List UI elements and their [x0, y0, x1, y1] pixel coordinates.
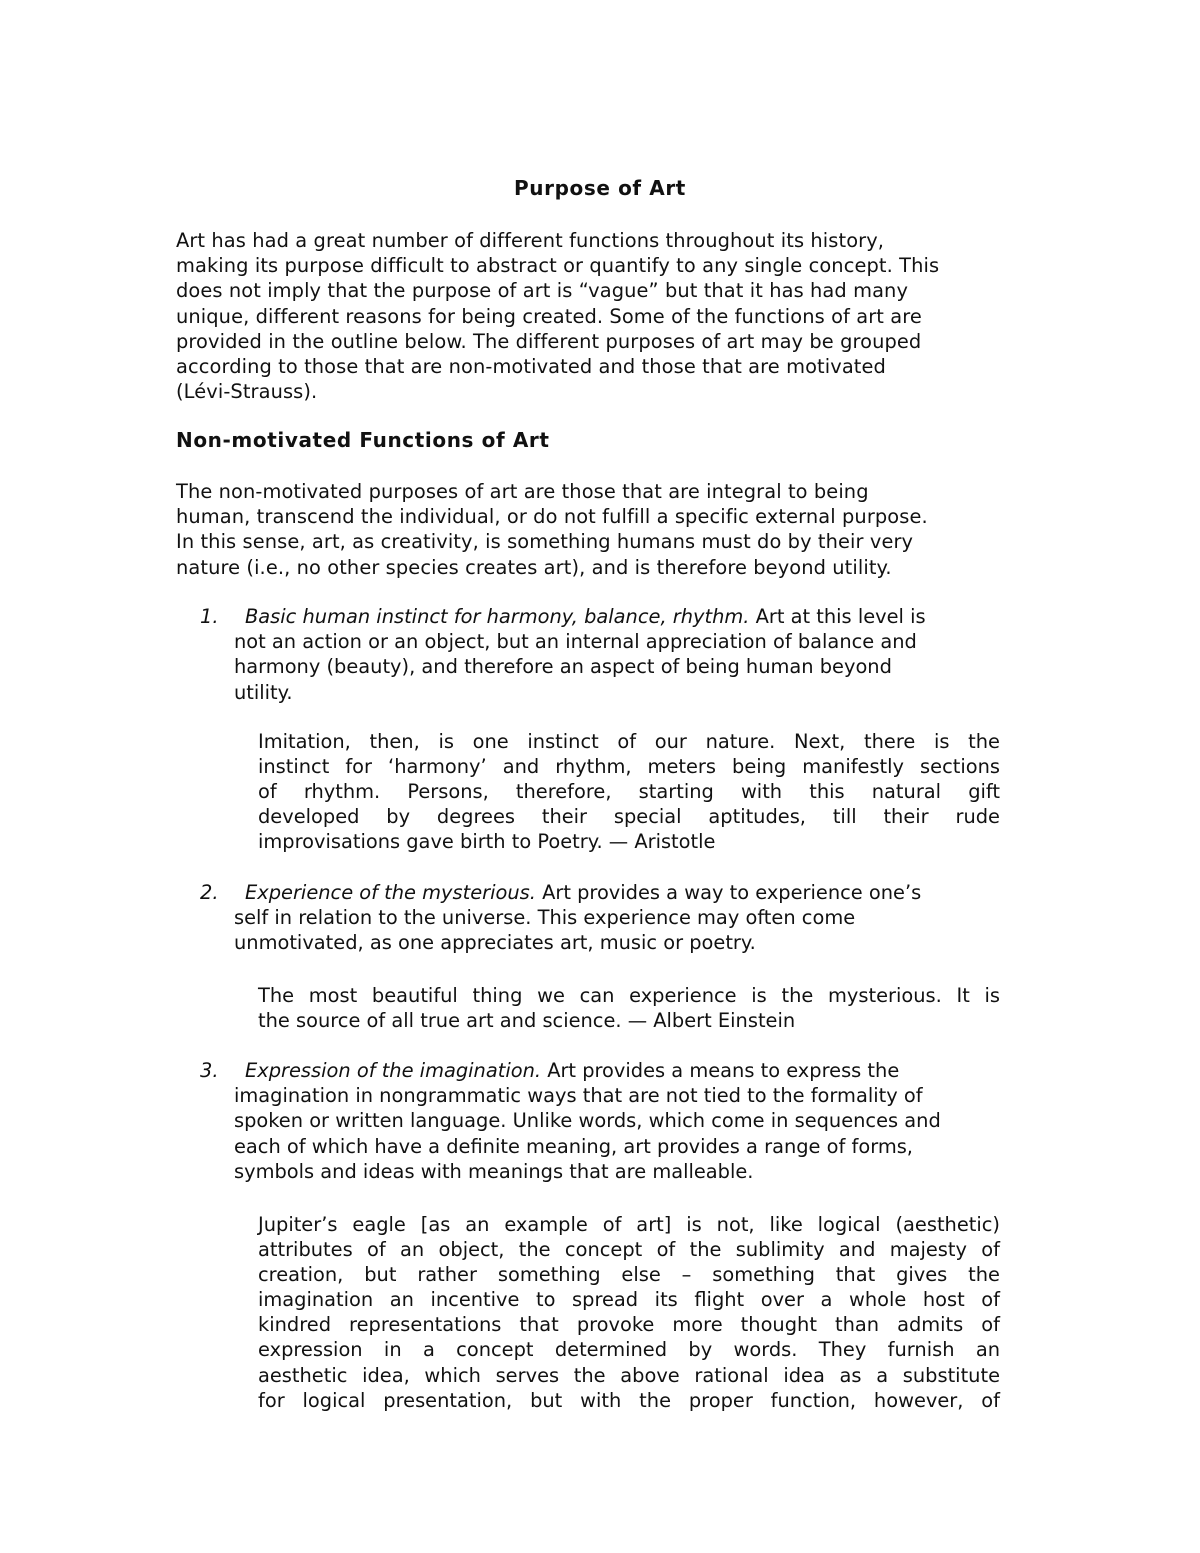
intro-line: according to those that are non-motivated and those that are motivated [176, 355, 886, 379]
intro-line: Art has had a great number of different functions throughout its history, [176, 229, 885, 252]
quote-line: The most beautiful thing we can experience is the mysterious. It is [258, 984, 1000, 1007]
quote-line: instinct for ‘harmony’ and rhythm, meters being manifestly sections [258, 755, 1000, 779]
quote-line: Jupiter’s eagle [as an example of art] is not, like logical (aesthetic) [258, 1213, 1000, 1236]
quote-line: imagination an incentive to spread its flight over a whole host of [258, 1288, 1000, 1312]
list-item-line: harmony (beauty), and therefore an aspect of being human beyond [234, 655, 892, 679]
block-quote-kant [258, 1212, 1000, 1413]
list-item-number: 1. [200, 605, 219, 628]
quote-line: kindred representations that provoke more thought than admits of [258, 1313, 1000, 1337]
list-item-title: Expression of the imagination. [245, 1059, 542, 1082]
quote-line: for logical presentation, but with the proper function, however, of [258, 1388, 1000, 1412]
block-quote-aristotle [258, 729, 1000, 854]
quote-line: developed by degrees their special aptitudes, till their rude [258, 805, 1000, 829]
section-intro-line: In this sense, art, as creativity, is something humans must do by their very [176, 530, 914, 554]
list-item-number: 3. [200, 1059, 219, 1082]
list-item-line: utility. [234, 680, 293, 704]
list-item-first-line [234, 1058, 941, 1083]
list-item-line: spoken or written language. Unlike words, which come in sequences and [234, 1109, 941, 1133]
section-intro-line: human, transcend the individual, or do not fulfill a specific external purpose. [176, 505, 928, 529]
quote-line: aesthetic idea, which serves the above rational idea as a substitute [258, 1363, 1000, 1387]
list-item-title: Experience of the mysterious. [245, 881, 536, 904]
intro-line: does not imply that the purpose of art is “vague” but that it has had many [176, 279, 909, 303]
list-item-number: 2. [200, 881, 219, 904]
quote-line: creation, but rather something else – something that gives the [258, 1263, 1000, 1287]
block-quote-einstein [258, 983, 1000, 1033]
list-item-line: unmotivated, as one appreciates art, music or poetry. [234, 931, 756, 955]
intro-line: unique, different reasons for being created. Some of the functions of art are [176, 304, 922, 328]
quote-line: expression in a concept determined by words. They furnish an [258, 1338, 1000, 1362]
list-item-first-line [234, 880, 921, 905]
list-item-line: imagination in nongrammatic ways that are not tied to the formality of [234, 1084, 923, 1108]
quote-line: the source of all true art and science. — Albert Einstein [258, 1009, 796, 1033]
list-item-line: self in relation to the universe. This experience may often come [234, 906, 856, 930]
intro-line: provided in the outline below. The different purposes of art may be grouped [176, 329, 922, 353]
quote-line: attributes of an object, the concept of the sublimity and majesty of [258, 1238, 1000, 1262]
list-item-line: each of which have a definite meaning, art provides a range of forms, [234, 1134, 913, 1158]
quote-line: Imitation, then, is one instinct of our nature. Next, there is the [258, 730, 1000, 753]
list-item [234, 604, 926, 705]
list-item-first-line-text: Art provides a way to experience one’s [535, 881, 922, 904]
list-item-title: Basic human instinct for harmony, balance, rhythm. [245, 605, 750, 628]
quote-line: of rhythm. Persons, therefore, starting with this natural gift [258, 780, 1000, 804]
page-title: Purpose of Art [514, 176, 686, 200]
section-heading: Non-motivated Functions of Art [176, 428, 550, 452]
list-item-first-line [234, 604, 926, 629]
list-item-first-line-text: Art at this level is [749, 605, 926, 628]
intro-paragraph [176, 228, 939, 404]
intro-line: making its purpose difficult to abstract or quantify to any single concept. This [176, 254, 940, 278]
list-item-line: symbols and ideas with meanings that are malleable. [234, 1159, 754, 1183]
section-intro-line: The non-motivated purposes of art are those that are integral to being [176, 480, 869, 503]
quote-line: improvisations gave birth to Poetry. — Aristotle [258, 830, 716, 854]
list-item [234, 1058, 941, 1184]
list-item [234, 880, 921, 956]
section-intro-line: nature (i.e., no other species creates art), and is therefore beyond utility. [176, 555, 892, 579]
section-intro-paragraph [176, 479, 928, 580]
list-item-line: not an action or an object, but an internal appreciation of balance and [234, 630, 917, 654]
intro-line: (Lévi-Strauss). [176, 380, 318, 404]
list-item-first-line-text: Art provides a means to express the [541, 1059, 900, 1082]
